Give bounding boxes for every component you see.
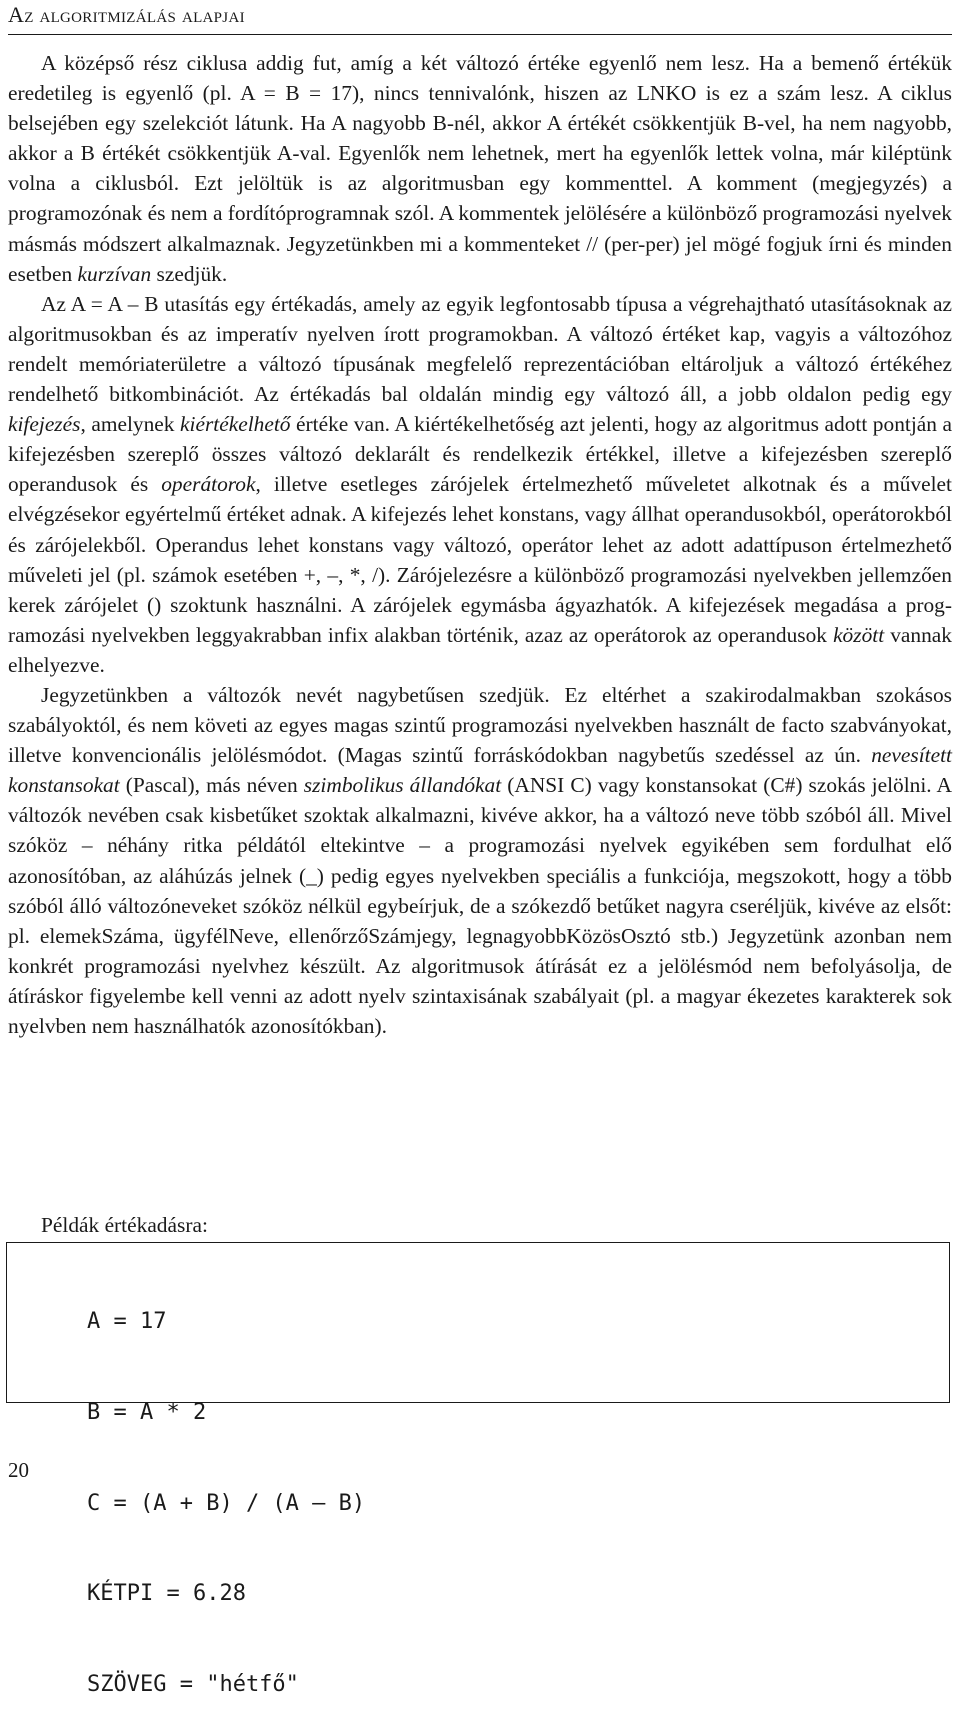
code-line: A = 17 — [87, 1309, 167, 1335]
text-run: (ANSI C) vagy konstansokat (C#) szokás jelölni. A változók nevében csak kisbetűket szoktak alkalmazni, kivéve akkor, ha a változó neve több szóból áll. Mivel szóköz – néhány ritka példától eltekintve – a programozási nyelvek egyikében sem fordulhat elő azonosítóban, az aláhúzás jelnek (_) pedig egyes nyelvekben speciális a funkciója, megszokott, hogy a több szóból álló változóneveket szóköz nélkül egybeírjuk, de a szókezdő betűket nagyra cseréljük, kivéve az elsőt: pl. elemekSzáma, ügyfélNeve, ellenőrzőSzámjegy, legnagyobbKözösOsztó stb.) Jegyzetünk azonban nem konkrét programozási nyelvhez készült. Az algoritmusok átírását ez a jelölésmód nem befolyásolja, de átíráskor figyelembe kell venni az adott nyelv szintaxisának szabályait (pl. a magyar ékezetes karakterek sok nyelvben nem használhatók azonosítókban). — [8, 773, 952, 1038]
paragraph-1 — [8, 48, 952, 289]
italic-text: operátorok — [161, 472, 256, 497]
text-run: Az A = A – B utasítás egy értékadás, amely az egyik legfontosabb típusa a végrehajtható utasításoknak az algoritmusokban és az imperatív nyelven írott programokban. A változó értéket kap, vagyis a változóhoz rendelt memóriaterületre a változó típusának megfelelő reprezentációban eltároljuk a változó értékéhez rendelhető bitkombinációt. Az értékadás bal oldalán mindig egy változó áll, a jobb oldalon pedig egy — [8, 291, 952, 407]
text-run: értéke van. A kiértékelhetőség azt jelenti, hogy az algoritmus adott pontján a kifejezésben szereplő összes változó deklarált és rendelkezik értékkel, illetve a kifejezésben szereplő operandusok és — [8, 412, 952, 497]
code-line: KÉTPI = 6.28 — [87, 1581, 246, 1607]
code-line: B = A * 2 — [87, 1400, 207, 1426]
body-text — [8, 48, 952, 1041]
text-run: szedjük. — [151, 261, 228, 286]
paragraph-3 — [8, 680, 952, 1041]
running-head: Az algoritmizálás alapjai — [8, 2, 245, 27]
code-line: C = (A + B) / (A – B) — [87, 1490, 366, 1516]
italic-text: nevesített konstansokat — [8, 743, 952, 798]
text-run: vannak elhelyezve. — [8, 622, 952, 677]
italic-text: között — [833, 622, 885, 647]
italic-text: kiértékelhető — [180, 412, 291, 437]
examples-label: Példák értékadásra: — [41, 1213, 208, 1237]
text-run: , amelynek — [80, 412, 181, 437]
page-number: 20 — [8, 1458, 29, 1482]
header-rule — [8, 34, 952, 35]
paragraph-2 — [8, 289, 952, 680]
italic-text: kifejezés — [8, 412, 81, 437]
text-run: , illetve esetleges zárójelek értelmezhető műveletet alkotnak és a művelet elvégzésekor egyértelmű értéket adnak. A kifejezés lehet konstans, vagy állhat operandusokból, operátorokból és zárójelekből. Operandus lehet konstans vagy változó, operátor lehet az adott adattípuson értelmezhető műveleti jel (pl. számok esetében +, –, *, /). Zárójelezésre a különböző programozási nyelvekben jellemzően kerek zárójelet () szoktunk használni. A zárójelek egymásba ágyazhatók. A kifejezések megadása a programozási nyelvekben leggyakrabban infix alakban történik, azaz az operátorok az operandusok — [8, 472, 952, 647]
italic-text: szimbolikus állandókat — [303, 773, 502, 798]
text-run: A középső rész ciklusa addig fut, amíg a két változó értéke egyenlő nem lesz. Ha a bemenő értékük eredetileg is egyenlő (pl. A = B = 17), nincs tennivalónk, hiszen az LNKO is ez a szám lesz. A ciklus belsejében egy szelekciót látunk. Ha A nagyobb B-nél, akkor A értékét csökkentjük B-vel, ha nem nagyobb, akkor a B értékét csökkentjük A-val. Egyenlők nem lehetnek, mert ha egyenlők lettek volna, már kiléptünk volna a ciklusból. Ezt jelöltük is az algoritmusban egy kommenttel. A komment (megjegyzés) a programozónak és nem a fordítóprogramnak szól. A kommentek jelölésére a különböző programozási nyelvek másmás módszert alkalmaznak. Jegyzetünkben mi a kommenteket // (per-per) jel mögé fogjuk írni és minden esetben — [8, 51, 952, 286]
text-run: Jegyzetünkben a változók nevét nagybetűsen szedjük. Ez eltérhet a szakirodalmakban szokásos szabályoktól, és nem követi az egyes magas szintű programozási nyelvekben használt de facto szabványokat, illetve konvencionális jelölésmódot. (Magas szintű forráskódokban nagybetűs szedéssel az ún. — [8, 682, 952, 768]
code-line: SZÖVEG = "hétfő" — [87, 1671, 299, 1697]
italic-text: kurzívan — [77, 261, 152, 286]
text-run: (Pascal), más néven — [119, 773, 304, 798]
